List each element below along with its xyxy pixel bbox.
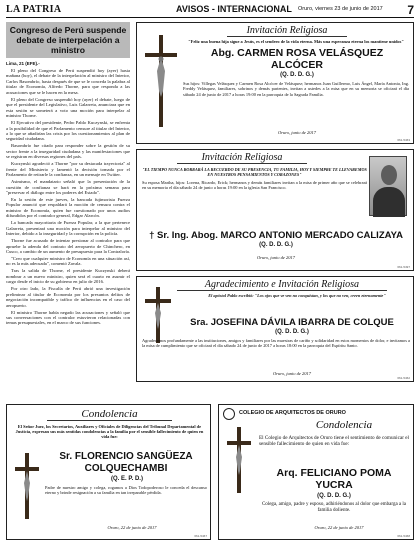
crucifix-icon — [225, 425, 253, 495]
issue-date: Oruro, viernes 23 de junio de 2017 — [298, 6, 383, 12]
religious-code: (Q. D. D. G.) — [280, 72, 314, 78]
notice-title: Invitación Religiosa — [227, 25, 347, 37]
notice-city-date: Oruro, junio de 2017 — [256, 255, 296, 260]
article-dateline: Lima, 21 (EFE).- — [6, 61, 40, 66]
portrait-shoulders — [373, 187, 405, 217]
religious-code: (Q. D. D. G.) — [317, 493, 351, 499]
notice-mercado — [136, 149, 414, 271]
notice-quote: "Feliz una buena hija sigue a Jesús, es el sendero de la vida eterna. Más una esperanza eterna los mantiene unidos" — [188, 39, 404, 44]
notice-body: Sus hijos: Villegas Velásquez y Carmen Rosa Alcócer de Velásquez; hermanos Juan Guillermo, Luis Ángel, María Antonia, Ing. Freddy Velásquez, familiares, sobrinos y demás parientes, invitan a ustedes a la misa que en su memoria se oficiará el día sábado 24 de junio de 2017 a horas 19:00 en la parroquia de la Sagrada Familia. — [183, 81, 409, 97]
notice-title: Agradecimiento e Invitación Religiosa — [177, 279, 387, 291]
newspaper-name: LA PATRIA — [6, 4, 62, 15]
portrait-photo — [369, 156, 407, 216]
article-paragraph: El pleno del Congreso suspendió hoy (ayer) el debate, luego de que el presidente del Legislativo, Luis Galarreta, anunciara que en esta sesión se someterá a voto una moción para interpelar al ministro Thorne. — [6, 96, 130, 119]
article-paragraph: Basombrío fue citado para responder sobre la gestión de su sector frente a la inseguridad ciudadana y las manifestaciones que se registran en diversas regiones del país. — [6, 143, 130, 160]
notice-quote: El apóstol Pablo escribió: "Los ojos que ve ven no conquistan, y los que no ven, creen eternamente" — [208, 293, 386, 298]
notice-city-date: Oruro, junio de 2017 — [277, 130, 317, 135]
article-paragraph: El Ejecutivo del presidente, Pedro Pablo Kuczynski, se enfrenta a la posibilidad de que el Parlamento censure al titular del Interior, a lo que se añadirían las crisis por los cuestionamientos al plan de seguridad ciudadana. — [6, 120, 130, 142]
religious-code: (Q. D. D. G.) — [275, 329, 309, 335]
article-paragraph: El ministro Thorne había negado las acusaciones y señaló que sus conversaciones con el contralor estuvieron relacionadas con temas presupuestales, en el marco de sus funciones. — [6, 309, 130, 326]
notice-city-date: Oruro, 22 de junio de 2017 — [107, 525, 157, 530]
article-body — [6, 68, 130, 326]
article-paragraph: Thorne fue acusado de intentar presionar al contralor para que apruebe la adenda del contrato del aeropuerto de Chinchero, en Cusco, a cambio de un aumento de presupuesto para la Contraloría. — [6, 238, 130, 255]
notice-title: Invitación Religiosa — [177, 152, 307, 164]
deceased-name: Sr. FLORENCIO SANGÜEZA COLQUECHAMBI — [59, 451, 193, 474]
deceased-name: Abg. CARMEN ROSA VELÁSQUEZ ALCÓCER — [210, 47, 384, 71]
deceased-name: † Sr. Ing. Abog. MARCO ANTONIO MERCADO CALIZAYA — [149, 230, 403, 241]
notice-intro: El Colegio de Arquitectos de Oruro tiene el sentimiento de comunicar el sensible fallecimiento de quien en vida fue: — [259, 435, 409, 448]
page-number: 7 — [407, 3, 414, 17]
architects-logo-icon — [223, 408, 235, 420]
masthead — [6, 4, 414, 18]
notice-title: Condolencia — [47, 408, 172, 421]
article-paragraph: "Creo que cualquier ministro de Economía en una situación así, no es la más adecuada", comentó Zavala. — [6, 256, 130, 267]
ad-reference: 661-5468 — [397, 534, 410, 538]
section-title: AVISOS - INTERNACIONAL — [176, 4, 292, 14]
ad-reference: 661-5497 — [397, 265, 410, 269]
crucifix-icon — [13, 451, 41, 521]
notice-quote: "EL TIEMPO NUNCA BORRARÁ LA RECUERDO DE SU PRESENCIA, TU FAMILIA, HOY Y SIEMPRE TE LLEVAREMOS EN NUESTROS PENSAMIENTOS Y CORAZONES" — [142, 167, 367, 177]
article-headline: Congreso de Perú suspende debate de interpelación a ministro — [6, 22, 130, 58]
organization-name: COLEGIO DE ARQUITECTOS DE ORURO — [239, 410, 346, 416]
article-paragraph: La bancada mayoritaria de Fuerza Popular, a la que pertenece Galarreta, presentará una moción para interpelar al ministro del Interior, debido a la inseguridad y la corrupción en la policía. — [6, 220, 130, 237]
article-paragraph: Por otro lado, la Fiscalía de Perú abrió una investigación preliminar al titular de Economía por los presuntos delitos de negociación incompatible y tráfico de influencias en el caso del aeropuerto. — [6, 286, 130, 308]
notice-poma — [218, 404, 414, 540]
notice-body: Agradecemos profundamente a las instituciones, amigos y familiares por las muestras de cariño y solidaridad en estos momentos de dolor, e invitamos a la misa de cumplimiento que se oficiará el día sábado 24 de junio de 2017 a horas 18:00 en la parroquia del Espíritu Santo. — [142, 338, 410, 349]
notice-body: Colega, amigo, padre y esposo, adhiriéndonos al dolor que embarga a la familia doliente. — [261, 502, 407, 513]
notice-city-date: Oruro, junio de 2017 — [272, 371, 312, 376]
notice-title: Condolencia — [315, 419, 373, 431]
deceased-name: Arq. FELICIANO POMA YUCRA — [276, 467, 392, 491]
article-paragraph: Kuczynski agradeció a Thorne "por su destacada trayectoria" al frente del Ministerio y lamentó la decisión tomada por el Parlamento de retirarle la confianza, en un mensaje en Twitter. — [6, 161, 130, 178]
notice-body: Padre de nuestro amigo y colega, rogamos a Dios Todopoderoso le conceda el descanso eterno y brinde resignación a su familia en tan irreparable pérdida. — [45, 485, 207, 496]
religious-code: (Q. D. D. G.) — [259, 242, 293, 248]
ad-reference: 661-5463 — [397, 138, 410, 142]
crucifix-icon — [143, 31, 179, 131]
deceased-name: Sra. JOSEFINA DÁVILA IBARRA DE COLQUE — [190, 317, 394, 328]
notice-body: Su esposa Martha, hijos: Lorena, Ricardo, Erick; hermanos y demás familiares invitan a la misa de primer año que se celebrará en su memoria el día sábado 24 de junio a horas 19:00 en la iglesia San Francisco. — [142, 180, 367, 191]
notice-intro: El Señor Juez, los Secretarios, Auxiliares y Oficiales de Diligencias del Tribunal Departamental de Justicia, expresan sus más sentidas condolencias a la familia por el sensible fallecimiento de quien en vida fue: — [15, 424, 204, 440]
notice-davila — [136, 276, 414, 382]
notice-city-date: Oruro, 22 de junio de 2017 — [314, 525, 364, 530]
ad-reference: 661-5462 — [397, 376, 410, 380]
ad-reference: 661-5467 — [194, 534, 207, 538]
crucifix-icon — [143, 285, 173, 345]
article-paragraph: En la sesión de este jueves, la bancada fujimorista Fuerza Popular anunció que respaldará la moción de censura contra el ministro de Economía, quien fue cuestionado por unos audios difundidos por el contralor general, Edgar Alarcón. — [6, 196, 130, 219]
religious-code: (Q. E. P. D.) — [111, 476, 143, 482]
notice-velasquez — [136, 22, 414, 144]
portrait-head — [381, 165, 397, 185]
article-paragraph: Asimismo, el mandatario señaló que la presentación de la cuestión de confianza se hará en la próxima semana para "preservar el diálogo entre los poderes del Estado". — [6, 179, 130, 196]
notice-sangueza — [6, 404, 211, 540]
article-paragraph: El pleno del Congreso de Perú suspendió hoy (ayer) hasta mañana (hoy), el debate de la interpelación al ministro del Interior, Carlos Basombrío, hasta después de que se le conceda la palabra al titular de Economía, Alfredo Thorne, para que responda a las acusaciones que se le hacen en la mesa. — [6, 68, 130, 95]
article-paragraph: Tras la salida de Thorne, el presidente Kuczynski deberá nombrar a un nuevo ministro, quien será el cuarto en asumir el cargo desde el inicio de su gobierno en julio de 2016. — [6, 268, 130, 285]
